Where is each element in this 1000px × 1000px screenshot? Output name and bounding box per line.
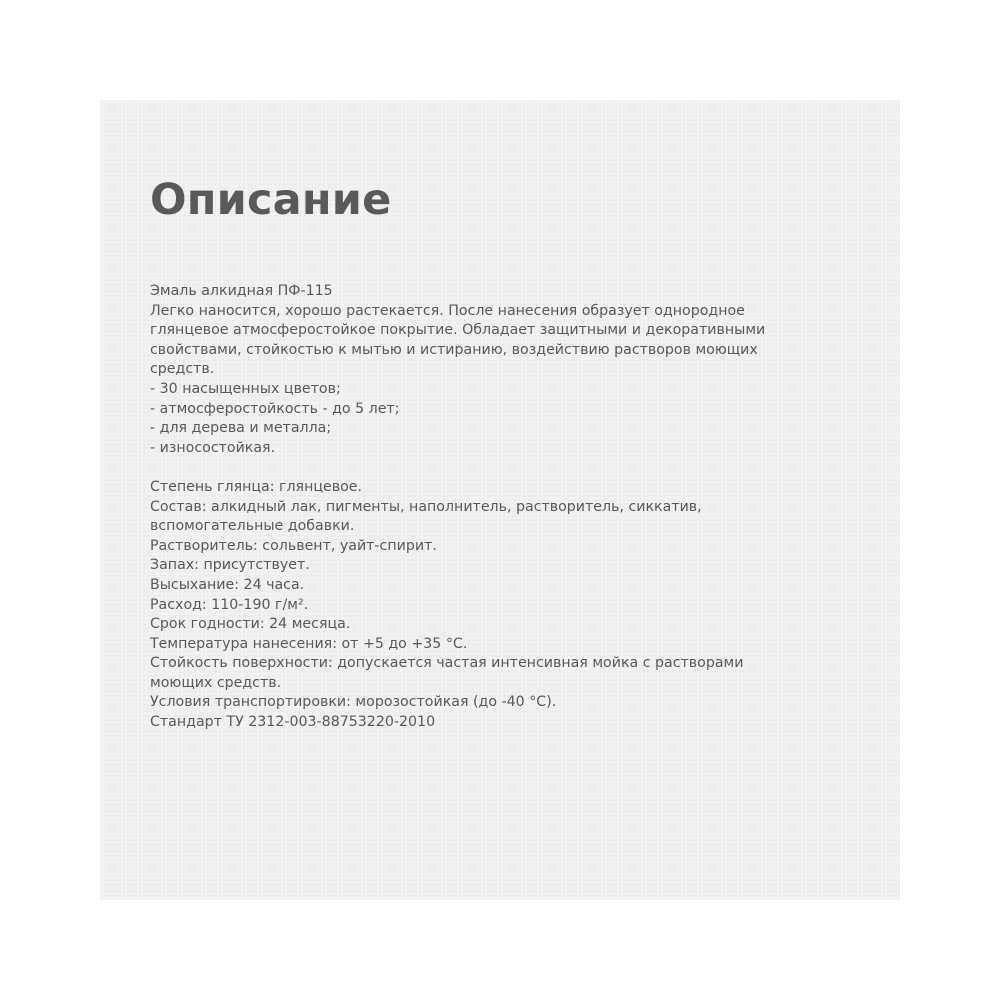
spec-line: Расход: 110-190 г/м². xyxy=(150,596,309,613)
paragraph-gap xyxy=(150,458,870,478)
product-name: Эмаль алкидная ПФ-115 xyxy=(150,283,333,299)
spec-line: Запах: присутствует. xyxy=(150,557,310,574)
description-line: свойствами, стойкостью к мытью и истиранию, воздействию растворов моющих xyxy=(150,341,758,358)
spec-line: Стандарт ТУ 2312-003-88753220-2010 xyxy=(150,714,436,731)
description-line: Легко наносится, хорошо растекается. После нанесения образует однородное xyxy=(150,302,745,319)
description-line: глянцевое атмосферостойкое покрытие. Обладает защитными и декоративными xyxy=(150,322,766,339)
spec-line: Условия транспортировки: морозостойкая (до -40 °С). xyxy=(150,694,557,711)
spec-line: Состав: алкидный лак, пигменты, наполнитель, растворитель, сиккатив, xyxy=(150,498,702,515)
feature-item: - атмосферостойкость - до 5 лет; xyxy=(150,400,400,417)
page-title: Описание xyxy=(150,175,392,225)
spec-line: Срок годности: 24 месяца. xyxy=(150,616,351,633)
feature-item: - для дерева и металла; xyxy=(150,420,332,437)
spec-line: Температура нанесения: от +5 до +35 °С. xyxy=(150,635,468,652)
spec-line: моющих средств. xyxy=(150,674,282,691)
description-card xyxy=(100,100,900,900)
spec-line: Степень глянца: глянцевое. xyxy=(150,478,363,495)
spec-line: Высыхание: 24 часа. xyxy=(150,576,305,593)
feature-item: - износостойкая. xyxy=(150,439,276,456)
spec-line: Стойкость поверхности: допускается частая интенсивная мойка с растворами xyxy=(150,655,744,672)
feature-item: - 30 насыщенных цветов; xyxy=(150,380,341,397)
spec-line: вспомогательные добавки. xyxy=(150,518,355,535)
description-line: средств. xyxy=(150,361,215,378)
description-body xyxy=(150,282,870,733)
spec-line: Растворитель: сольвент, уайт-спирит. xyxy=(150,537,437,554)
